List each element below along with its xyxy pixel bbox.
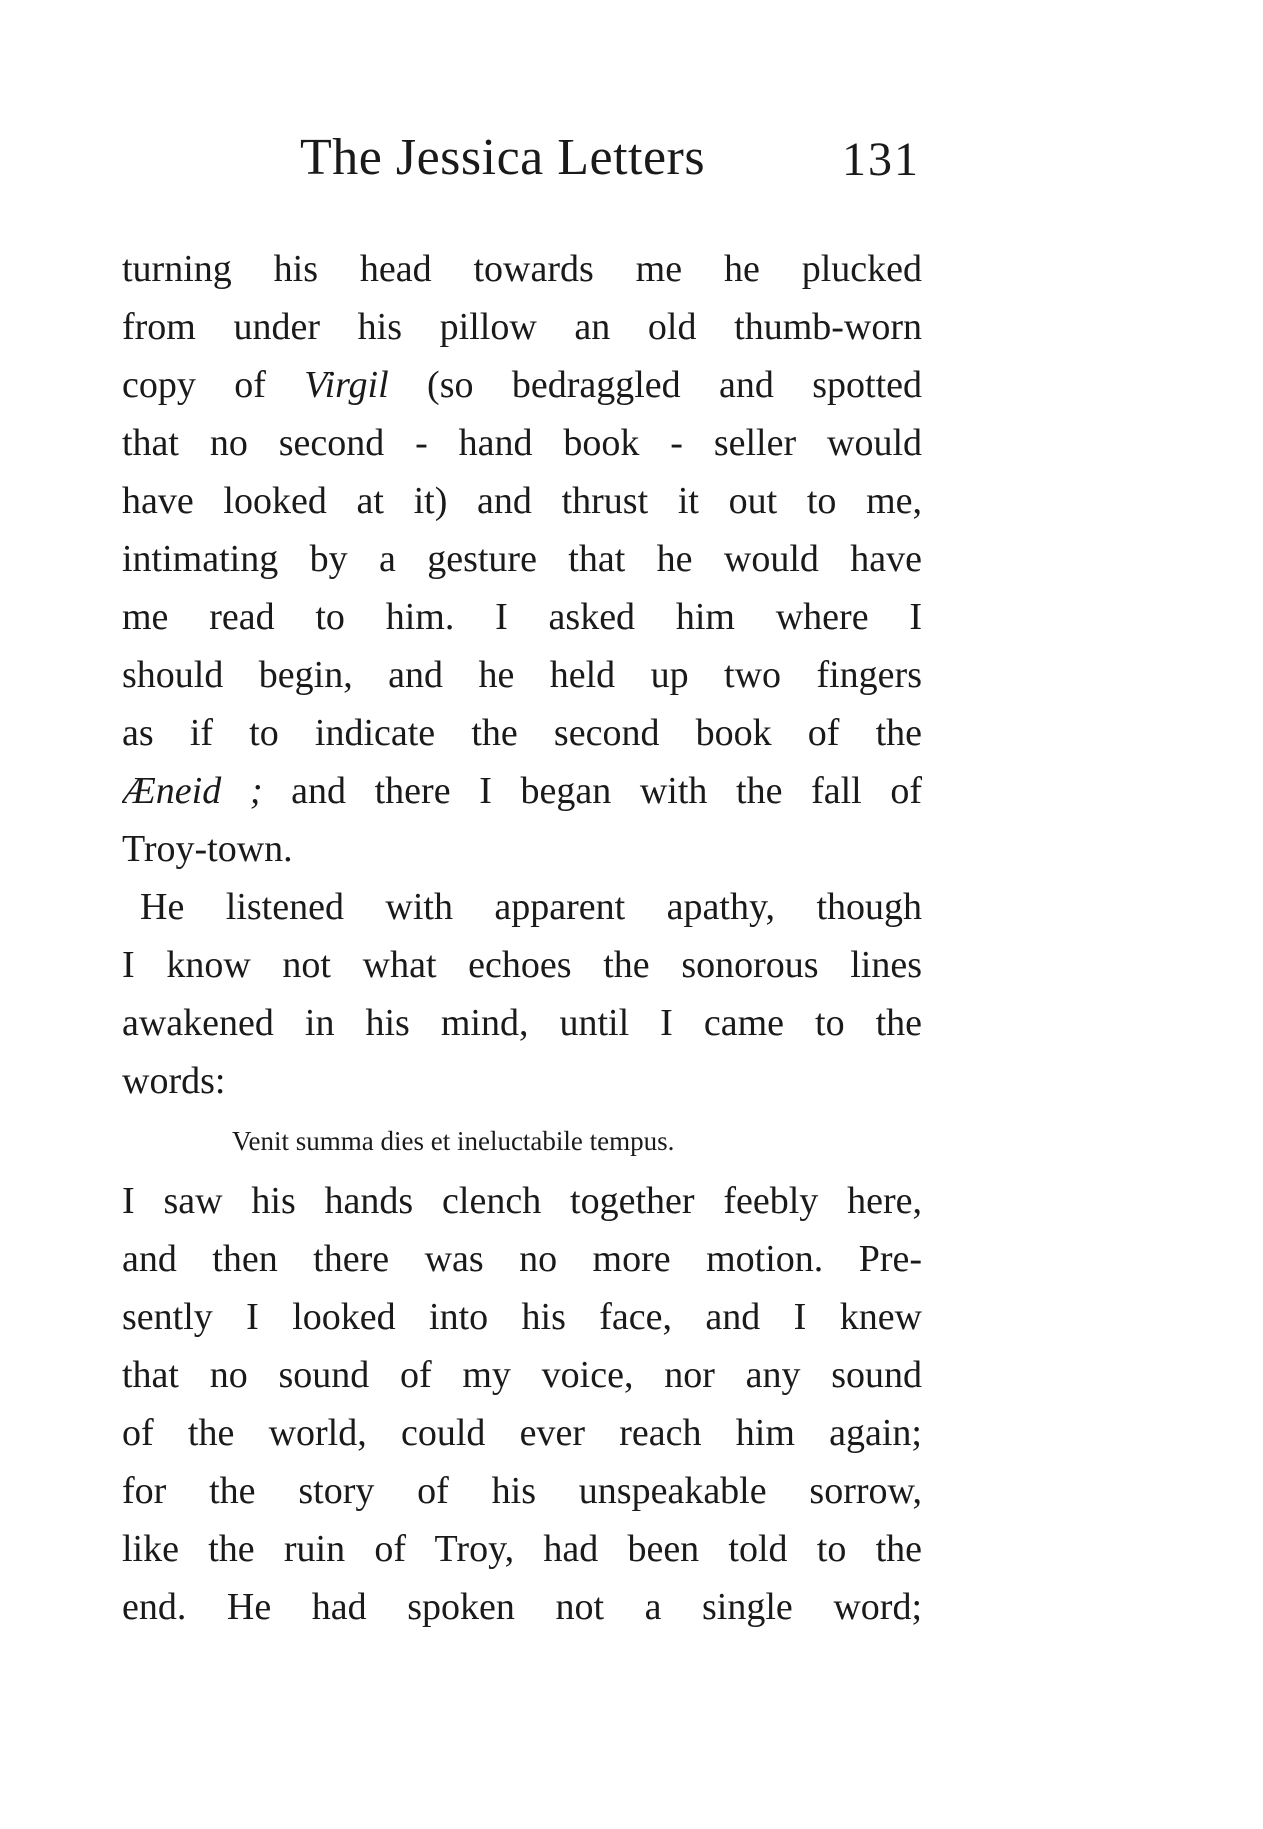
book-title-aeneid: Æneid ; <box>122 770 263 812</box>
text-span: and there I began with the fall of <box>262 770 922 812</box>
text-line <box>122 356 922 414</box>
text-line: should begin, and he held up two fingers <box>122 654 922 696</box>
text-line: Troy-town. <box>122 828 293 870</box>
text-span: copy of <box>122 364 305 406</box>
text-line: that no second - hand book - seller would <box>122 422 922 464</box>
paragraph-2 <box>122 878 922 1110</box>
running-title: The Jessica Letters <box>300 129 706 186</box>
text-line: I saw his hands clench together feebly here, <box>122 1180 922 1222</box>
body-text <box>122 240 922 1636</box>
paragraph-1 <box>122 240 922 878</box>
text-line: me read to him. I asked him where I <box>122 596 922 638</box>
text-line: sently I looked into his face, and I knew <box>122 1296 922 1338</box>
text-line: I know not what echoes the sonorous lines <box>122 944 922 986</box>
text-line: of the world, could ever reach him again; <box>122 1412 922 1454</box>
text-line: turning his head towards me he plucked <box>122 248 922 290</box>
text-line: like the ruin of Troy, had been told to the <box>122 1528 922 1570</box>
text-line: that no sound of my voice, nor any sound <box>122 1354 922 1396</box>
page-number: 131 <box>842 133 920 186</box>
text-line: He listened with apparent apathy, though <box>140 886 922 928</box>
text-line: have looked at it) and thrust it out to me, <box>122 480 922 522</box>
paragraph-3 <box>122 1172 922 1636</box>
text-line: words: <box>122 1060 226 1102</box>
text-line: and then there was no more motion. Pre- <box>122 1238 922 1280</box>
book-title-virgil: Virgil <box>304 364 389 406</box>
latin-quotation: Venit summa dies et ineluctabile tempus. <box>232 1126 675 1156</box>
text-line: intimating by a gesture that he would have <box>122 538 922 580</box>
text-line: end. He had spoken not a single word; <box>122 1586 922 1628</box>
running-head <box>300 128 920 188</box>
text-line: awakened in his mind, until I came to the <box>122 1002 922 1044</box>
text-line: from under his pillow an old thumb-worn <box>122 306 922 348</box>
text-span: (so bedraggled and spotted <box>388 364 922 406</box>
text-line: as if to indicate the second book of the <box>122 712 922 754</box>
text-line: for the story of his unspeakable sorrow, <box>122 1470 922 1512</box>
text-line <box>122 762 922 820</box>
